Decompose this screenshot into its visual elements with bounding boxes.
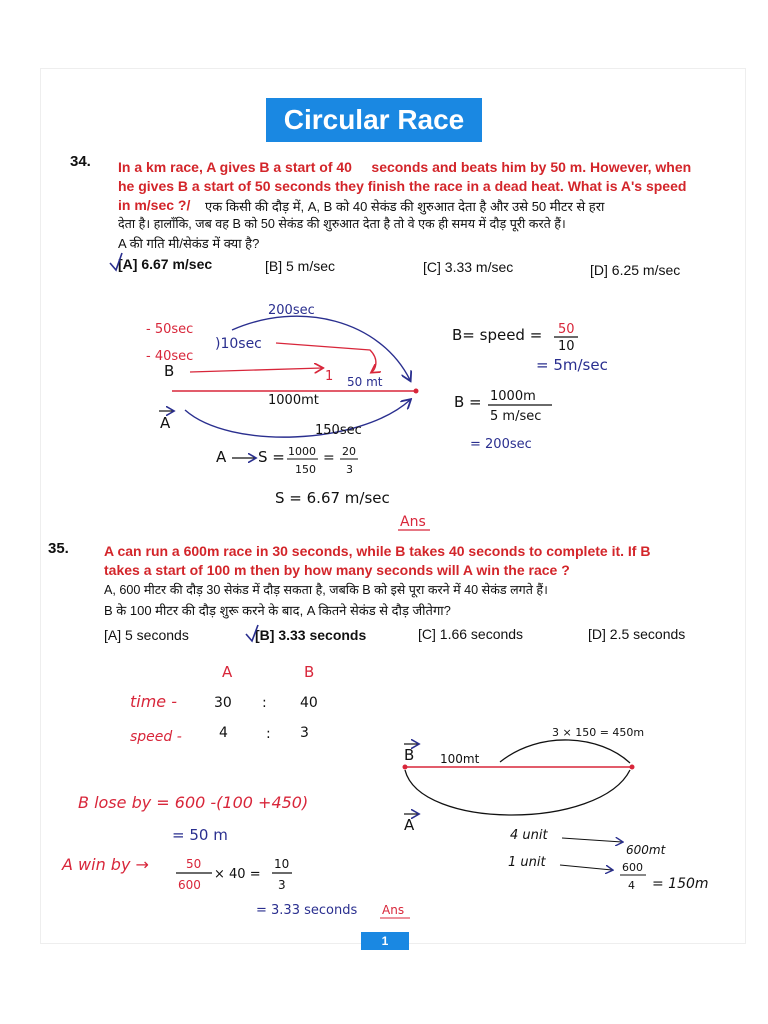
q35-arc-450 — [500, 740, 630, 763]
q35-label-450m: 3 × 150 = 450m — [552, 726, 645, 739]
q34-formula-s: S = — [258, 448, 285, 466]
q35-1unit-den: 4 — [628, 879, 635, 892]
question-34-hindi-line3: A की गति मी/सेकंड में क्या है? — [118, 236, 260, 251]
q35-1unit-num: 600 — [622, 861, 643, 874]
question-34-hindi-line1: एक किसी की दौड़ में, A, B को 40 सेकंड की शुरुआत देता है और उसे 50 मीटर से हरा — [205, 199, 605, 214]
question-35-hindi-line2: B के 100 मीटर की दौड़ शुरू करने के बाद, A कितने सेकंड से दौड़ जीतेगा? — [104, 603, 451, 618]
q35-time-sep: : — [262, 695, 267, 711]
q35-speed-label: speed - — [130, 729, 182, 745]
question-34-number: 34. — [70, 153, 91, 170]
q34-label-200sec: 200sec — [268, 303, 315, 318]
q34-speed-lhs: B= speed = — [452, 326, 543, 344]
q34-label-1: 1 — [325, 369, 334, 384]
q35-lose-line1: B lose by = 600 -(100 +450) — [78, 793, 309, 812]
q35-option-a: [A] 5 seconds — [104, 627, 189, 643]
q34-formula-den2: 3 — [346, 463, 353, 476]
q35-col-a: A — [222, 663, 233, 681]
q34-label-1000mt: 1000mt — [268, 393, 319, 408]
q35-speed-sep: : — [266, 726, 271, 742]
q34-runner-b: B — [164, 362, 175, 380]
q35-win-mul: × 40 = — [214, 867, 261, 882]
q34-formula-a: A — [216, 448, 227, 466]
q35-600mt: 600mt — [626, 843, 666, 857]
q34-time-result: = 200sec — [470, 437, 532, 452]
q34-option-d: [D] 6.25 m/sec — [590, 262, 681, 278]
q35-4unit-arrow — [562, 838, 622, 842]
q35-runner-b: B — [404, 746, 415, 764]
q35-option-d: [D] 2.5 seconds — [588, 626, 686, 642]
q35-speed-b: 3 — [300, 725, 309, 741]
q35-lose-line2: = 50 m — [172, 826, 228, 844]
question-35-hindi-line1: A, 600 मीटर की दौड़ 30 सेकंड में दौड़ सकता है, जबकि B को इसे पूरा करने में 40 सेकंड लगते हैं। — [104, 583, 548, 597]
q34-formula-num1: 1000 — [288, 445, 316, 458]
q35-win-label: A win by → — [62, 855, 149, 874]
q34-option-b: [B] 5 m/sec — [265, 258, 336, 274]
q35-option-c: [C] 1.66 seconds — [418, 626, 524, 642]
q34-label-150sec: 150sec — [315, 423, 362, 438]
q34-time-num: 1000m — [490, 389, 536, 404]
q35-answer-check-icon — [246, 625, 258, 641]
question-34-hindi-line2: देता है। हालाँकि, जब वह B को 50 सेकंड की शुरुआत देता है तो वे एक ही समय में दौड़ पूरी करते हैं। — [118, 217, 566, 231]
q34-speed-den: 10 — [558, 339, 575, 354]
question-34-text-line3: in m/sec ?/ — [118, 197, 191, 213]
page-title: Circular Race — [266, 98, 482, 142]
q35-1unit-arrow — [560, 865, 612, 870]
q35-label-100mt: 100mt — [440, 752, 480, 766]
q34-label-10sec: )10sec — [215, 336, 262, 352]
q34-time-lhs: B = — [454, 393, 482, 411]
page-number: 1 — [361, 932, 409, 950]
q35-win-ans: Ans — [382, 903, 405, 917]
q34-runner-a: A — [160, 414, 171, 432]
q34-time-den: 5 m/sec — [490, 409, 542, 424]
question-34-text-line2: he gives B a start of 50 seconds they finish the race in a dead heat. What is A's speed — [118, 178, 687, 194]
q35-win-num2: 10 — [274, 857, 290, 871]
q35-win-num1: 50 — [186, 857, 202, 871]
question-35-text-line1: A can run a 600m race in 30 seconds, while B takes 40 seconds to complete it. If B — [104, 543, 651, 559]
q34-option-a: [A] 6.67 m/sec — [118, 256, 213, 272]
q35-time-label: time - — [130, 692, 178, 711]
q34-ans-mark: Ans — [400, 514, 426, 530]
q35-col-b: B — [304, 663, 315, 681]
q35-time-b: 40 — [300, 695, 318, 711]
q34-label-50sec: - 50sec — [146, 322, 194, 337]
q35-time-a: 30 — [214, 695, 232, 711]
q34-option-c: [C] 3.33 m/sec — [423, 259, 514, 275]
q35-4unit: 4 unit — [510, 828, 548, 843]
q35-win-den2: 3 — [278, 878, 286, 892]
q35-finish-dot — [630, 765, 635, 770]
q35-option-b: [B] 3.33 seconds — [255, 627, 367, 643]
q35-start-dot — [403, 765, 408, 770]
question-35-text-line2: takes a start of 100 m then by how many seconds will A win the race ? — [104, 562, 570, 578]
q34-label-50mt: 50 mt — [347, 375, 383, 389]
q34-label-40sec: - 40sec — [146, 349, 194, 364]
q34-speed-num: 50 — [558, 322, 575, 337]
q35-arc-600 — [405, 770, 630, 815]
svg-text:=: = — [323, 450, 335, 466]
q35-runner-a: A — [404, 816, 415, 834]
q35-1unit: 1 unit — [508, 855, 546, 870]
question-34-text-line1: In a km race, A gives B a start of 40 seconds and beats him by 50 m. However, when — [118, 159, 692, 175]
q35-win-den1: 600 — [178, 878, 201, 892]
q35-speed-a: 4 — [219, 725, 228, 741]
q34-formula-s-result: S = 6.67 m/sec — [275, 489, 390, 507]
q34-formula-num2: 20 — [342, 445, 356, 458]
q35-win-result: = 3.33 seconds — [256, 903, 358, 918]
question-35-number: 35. — [48, 540, 69, 557]
q35-150m: = 150m — [652, 876, 709, 892]
q34-formula-den1: 150 — [295, 463, 316, 476]
q34-speed-result: = 5m/sec — [536, 356, 608, 374]
